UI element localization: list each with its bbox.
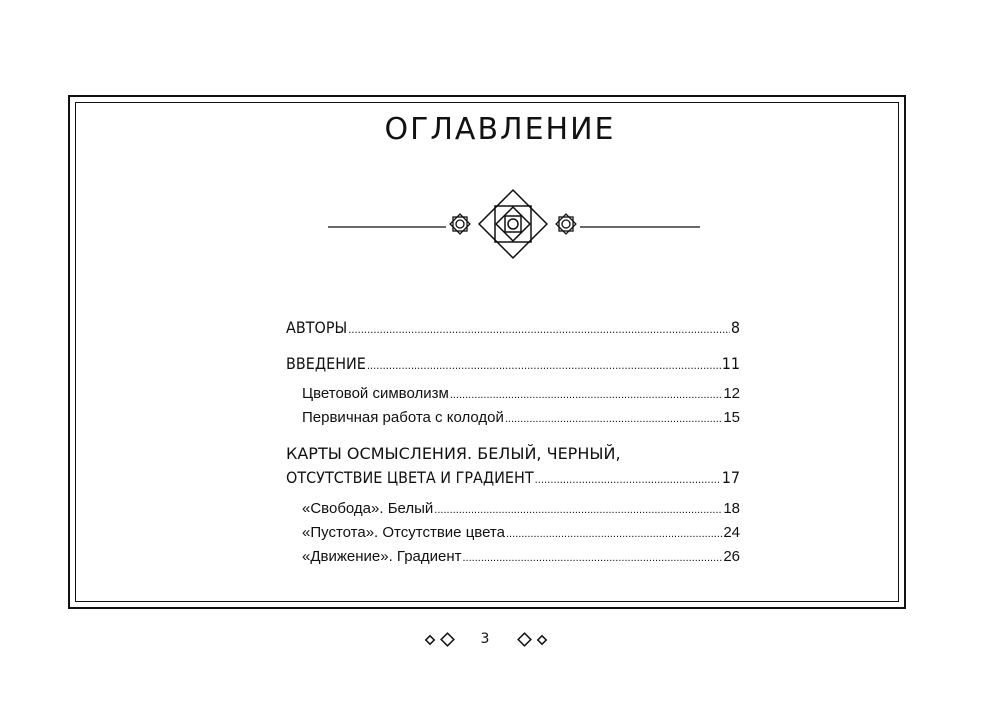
page-title: ОГЛАВЛЕНИЕ (384, 112, 616, 147)
page-number-footer (0, 632, 1000, 652)
dot-leader (450, 389, 723, 401)
toc-entry-page: 12 (723, 385, 740, 402)
toc-entry-page: 17 (721, 468, 740, 487)
dot-leader (367, 359, 721, 372)
dot-leader (535, 473, 721, 486)
toc-entry-label: ОТСУТСТВИЕ ЦВЕТА И ГРАДИЕНТ (286, 468, 534, 487)
dot-leader (463, 552, 723, 564)
small-diamond-icon-left (450, 214, 470, 234)
small-diamond-icon-right (556, 214, 576, 234)
dot-leader (505, 413, 722, 425)
toc-entry-color-symbolism[interactable] (286, 385, 740, 402)
footer-diamond-icon (538, 636, 546, 644)
footer-diamond-icon (518, 633, 531, 646)
toc-entry-cards-line1: КАРТЫ ОСМЫСЛЕНИЯ. БЕЛЫЙ, ЧЕРНЫЙ, (286, 444, 621, 463)
toc-entry-freedom[interactable] (286, 500, 740, 517)
footer-diamond-icon (441, 633, 454, 646)
toc-entry-page: 8 (730, 318, 740, 337)
toc-entry-label: «Свобода». Белый (302, 500, 434, 517)
dot-leader (348, 323, 730, 336)
footer-diamond-icon (426, 636, 434, 644)
toc-entry-label: «Движение». Градиент (302, 548, 462, 565)
toc-entry-label: АВТОРЫ (286, 318, 348, 337)
toc-entry-page: 18 (723, 500, 740, 517)
toc-entry-movement[interactable] (286, 548, 740, 565)
toc-entry-label: Цветовой символизм (302, 385, 449, 402)
toc-entry-label: «Пустота». Отсутствие цвета (302, 524, 505, 541)
toc-entry-page: 24 (723, 524, 740, 541)
dot-leader (434, 504, 722, 516)
dot-leader (506, 528, 722, 540)
toc-entry-introduction[interactable] (286, 354, 740, 373)
large-diamond-icon (479, 190, 547, 258)
toc-entry-page: 26 (723, 548, 740, 565)
page-number: 3 (480, 631, 490, 647)
toc-entry-emptiness[interactable] (286, 524, 740, 541)
toc-entry-authors[interactable] (286, 318, 740, 337)
toc-entry-page: 11 (721, 354, 740, 373)
ornament-divider (328, 188, 700, 268)
toc-entry-first-work[interactable] (286, 409, 740, 426)
toc-entry-label: ВВЕДЕНИЕ (286, 354, 366, 373)
toc-entry-label: Первичная работа с колодой (302, 409, 504, 426)
toc-entry-page: 15 (723, 409, 740, 426)
toc-entry-cards[interactable] (286, 468, 740, 487)
